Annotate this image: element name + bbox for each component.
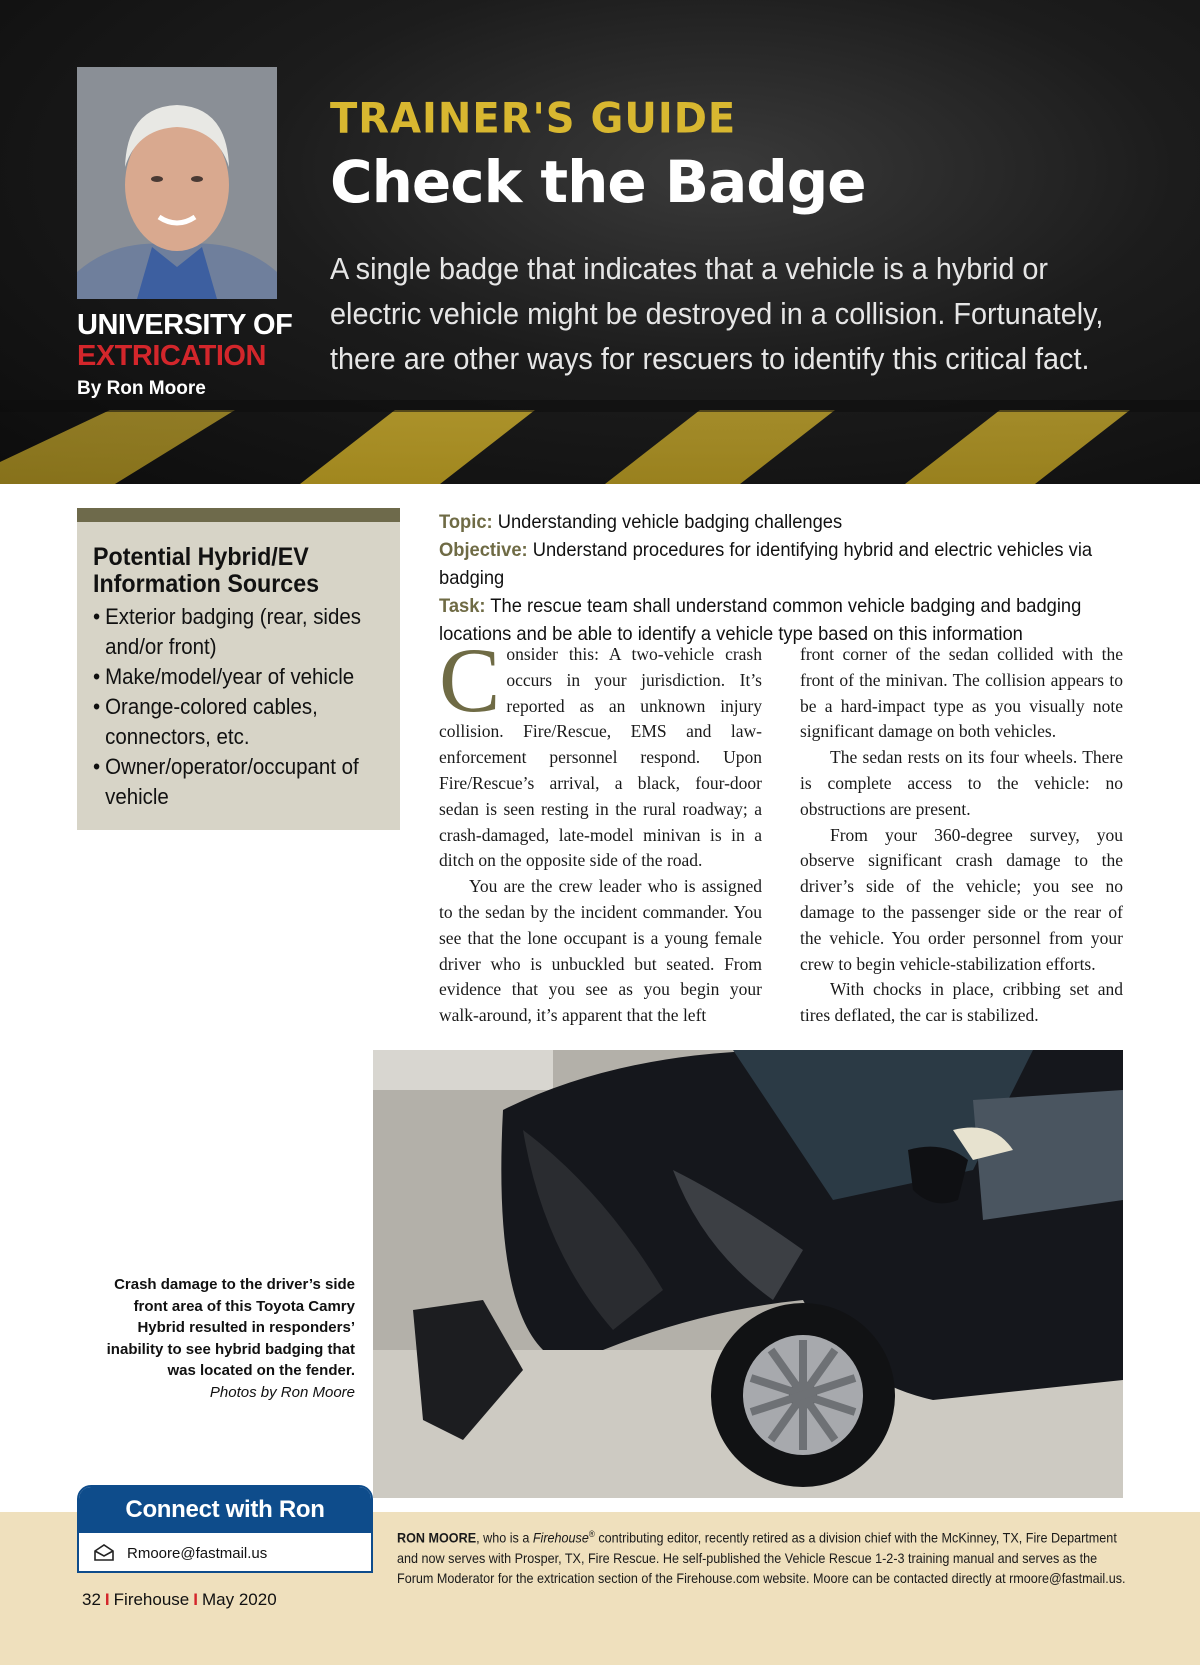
paragraph: Consider this: A two-vehicle crash occurs in your jurisdiction. It’s reported as an unknown injury collision. Fire/Rescue, EMS and law-enforcement personnel respond. Upon Fire/Rescue’s arrival, a black, four-door sedan is seen resting in the rural roadway; a crash-damaged, late-model minivan is in a ditch on the opposite side of the road. [439, 629, 762, 871]
list-item: • Make/model/year of vehicle [93, 662, 391, 692]
email-contact[interactable] [79, 1533, 371, 1573]
sidebar-list [93, 602, 400, 812]
list-item: • Orange-colored cables, connectors, etc. [93, 694, 318, 749]
sidebar-heading-line2: Information Sources [93, 570, 320, 598]
paragraph: The sedan rests on its four wheels. There is complete access to the vehicle: no obstructions are present. [800, 747, 1123, 819]
paragraph: You are the crew leader who is assigned to the sedan by the incident commander. You see that the lone occupant is a young female driver who is unbuckled but seated. From evidence that you see as you begin your walk-around, it’s apparent that the left [439, 876, 762, 1026]
body-column-left [439, 629, 762, 1029]
column-name-line1: UNIVERSITY OF [77, 309, 293, 341]
bullet-icon: • [93, 604, 101, 629]
connect-heading: Connect with Ron [79, 1487, 371, 1533]
header-banner [0, 0, 1200, 484]
paragraph: front corner of the sedan collided with the front of the minivan. The collision appears to be a hard-impact type as you visually note significant damage on both vehicles. [800, 644, 1123, 742]
bio-name: RON MOORE [397, 1529, 477, 1546]
list-item: • Exterior badging (rear, sides and/or front) [93, 604, 361, 659]
email-link[interactable]: Rmoore@fastmail.us [127, 1544, 268, 1562]
byline: By Ron Moore [77, 378, 206, 399]
paragraph: With chocks in place, cribbing set and tires deflated, the car is stabilized. [800, 979, 1123, 1026]
lesson-objectives [439, 508, 1139, 648]
list-item: • Owner/operator/occupant of vehicle [93, 754, 359, 809]
column-name-line2: EXTRICATION [77, 340, 266, 372]
body-column-right [800, 642, 1123, 1029]
bullet-icon: • [93, 694, 101, 719]
envelope-icon [93, 1544, 115, 1562]
separator-bar: I [193, 1590, 198, 1609]
separator-bar: I [104, 1590, 110, 1609]
author-bio: RON MOORE, who is a Firehouse® contributing editor, recently retired as a division chief with the McKinney, TX, Fire Department and now serves with Prosper, TX, Fire Rescue. He self-published the Vehicle Rescue 1-2-3 training manual and serves as the Forum Moderator for the extrication section of the Firehouse.com website. Moore can be contacted directly at rmoore@fastmail.us. [397, 1529, 1126, 1586]
issue-date: May 2020 [202, 1590, 277, 1609]
column-title [77, 310, 307, 402]
kicker: TRAINER'S GUIDE [330, 94, 737, 144]
drop-cap: C [439, 629, 501, 731]
author-portrait [77, 67, 277, 299]
task-line: Task: The rescue team shall understand common vehicle badging and badging locations and be able to identify a vehicle type based on this information [439, 595, 1082, 645]
topic-line: Topic: Understanding vehicle badging challenges [439, 511, 843, 533]
bullet-icon: • [93, 664, 101, 689]
magazine-name: Firehouse [113, 1590, 190, 1609]
caption-text: Crash damage to the driver’s side front area of this Toyota Camry Hybrid resulted in responders’ inability to see hybrid badging that was located on the fender. [106, 1276, 355, 1379]
photo-caption [100, 1274, 355, 1403]
page-number: 32 [82, 1590, 101, 1609]
page-folio [82, 1590, 277, 1610]
connect-box [77, 1485, 373, 1573]
bio-publication: Firehouse [532, 1529, 589, 1546]
sidebar-heading [93, 544, 391, 598]
article-title: Check the Badge [330, 148, 866, 216]
objective-line: Objective: Understand procedures for identifying hybrid and electric vehicles via badging [439, 539, 1093, 589]
crash-photo [373, 1050, 1123, 1498]
bullet-icon: • [93, 754, 101, 779]
paragraph: From your 360-degree survey, you observe significant crash damage to the driver’s side of the vehicle; you see no damage to the passenger side or the rear of the vehicle. You order personnel from your crew to begin vehicle-stabilization efforts. [800, 824, 1123, 974]
sidebar-heading-line1: Potential Hybrid/EV [93, 543, 309, 571]
photo-credit: Photos by Ron Moore [209, 1383, 355, 1401]
article-dek: A single badge that indicates that a vehicle is a hybrid or electric vehicle might be destroyed in a collision. Fortunately, there are other ways for rescuers to identify this critical fact. [330, 251, 1104, 376]
info-sources-sidebar [77, 508, 400, 830]
